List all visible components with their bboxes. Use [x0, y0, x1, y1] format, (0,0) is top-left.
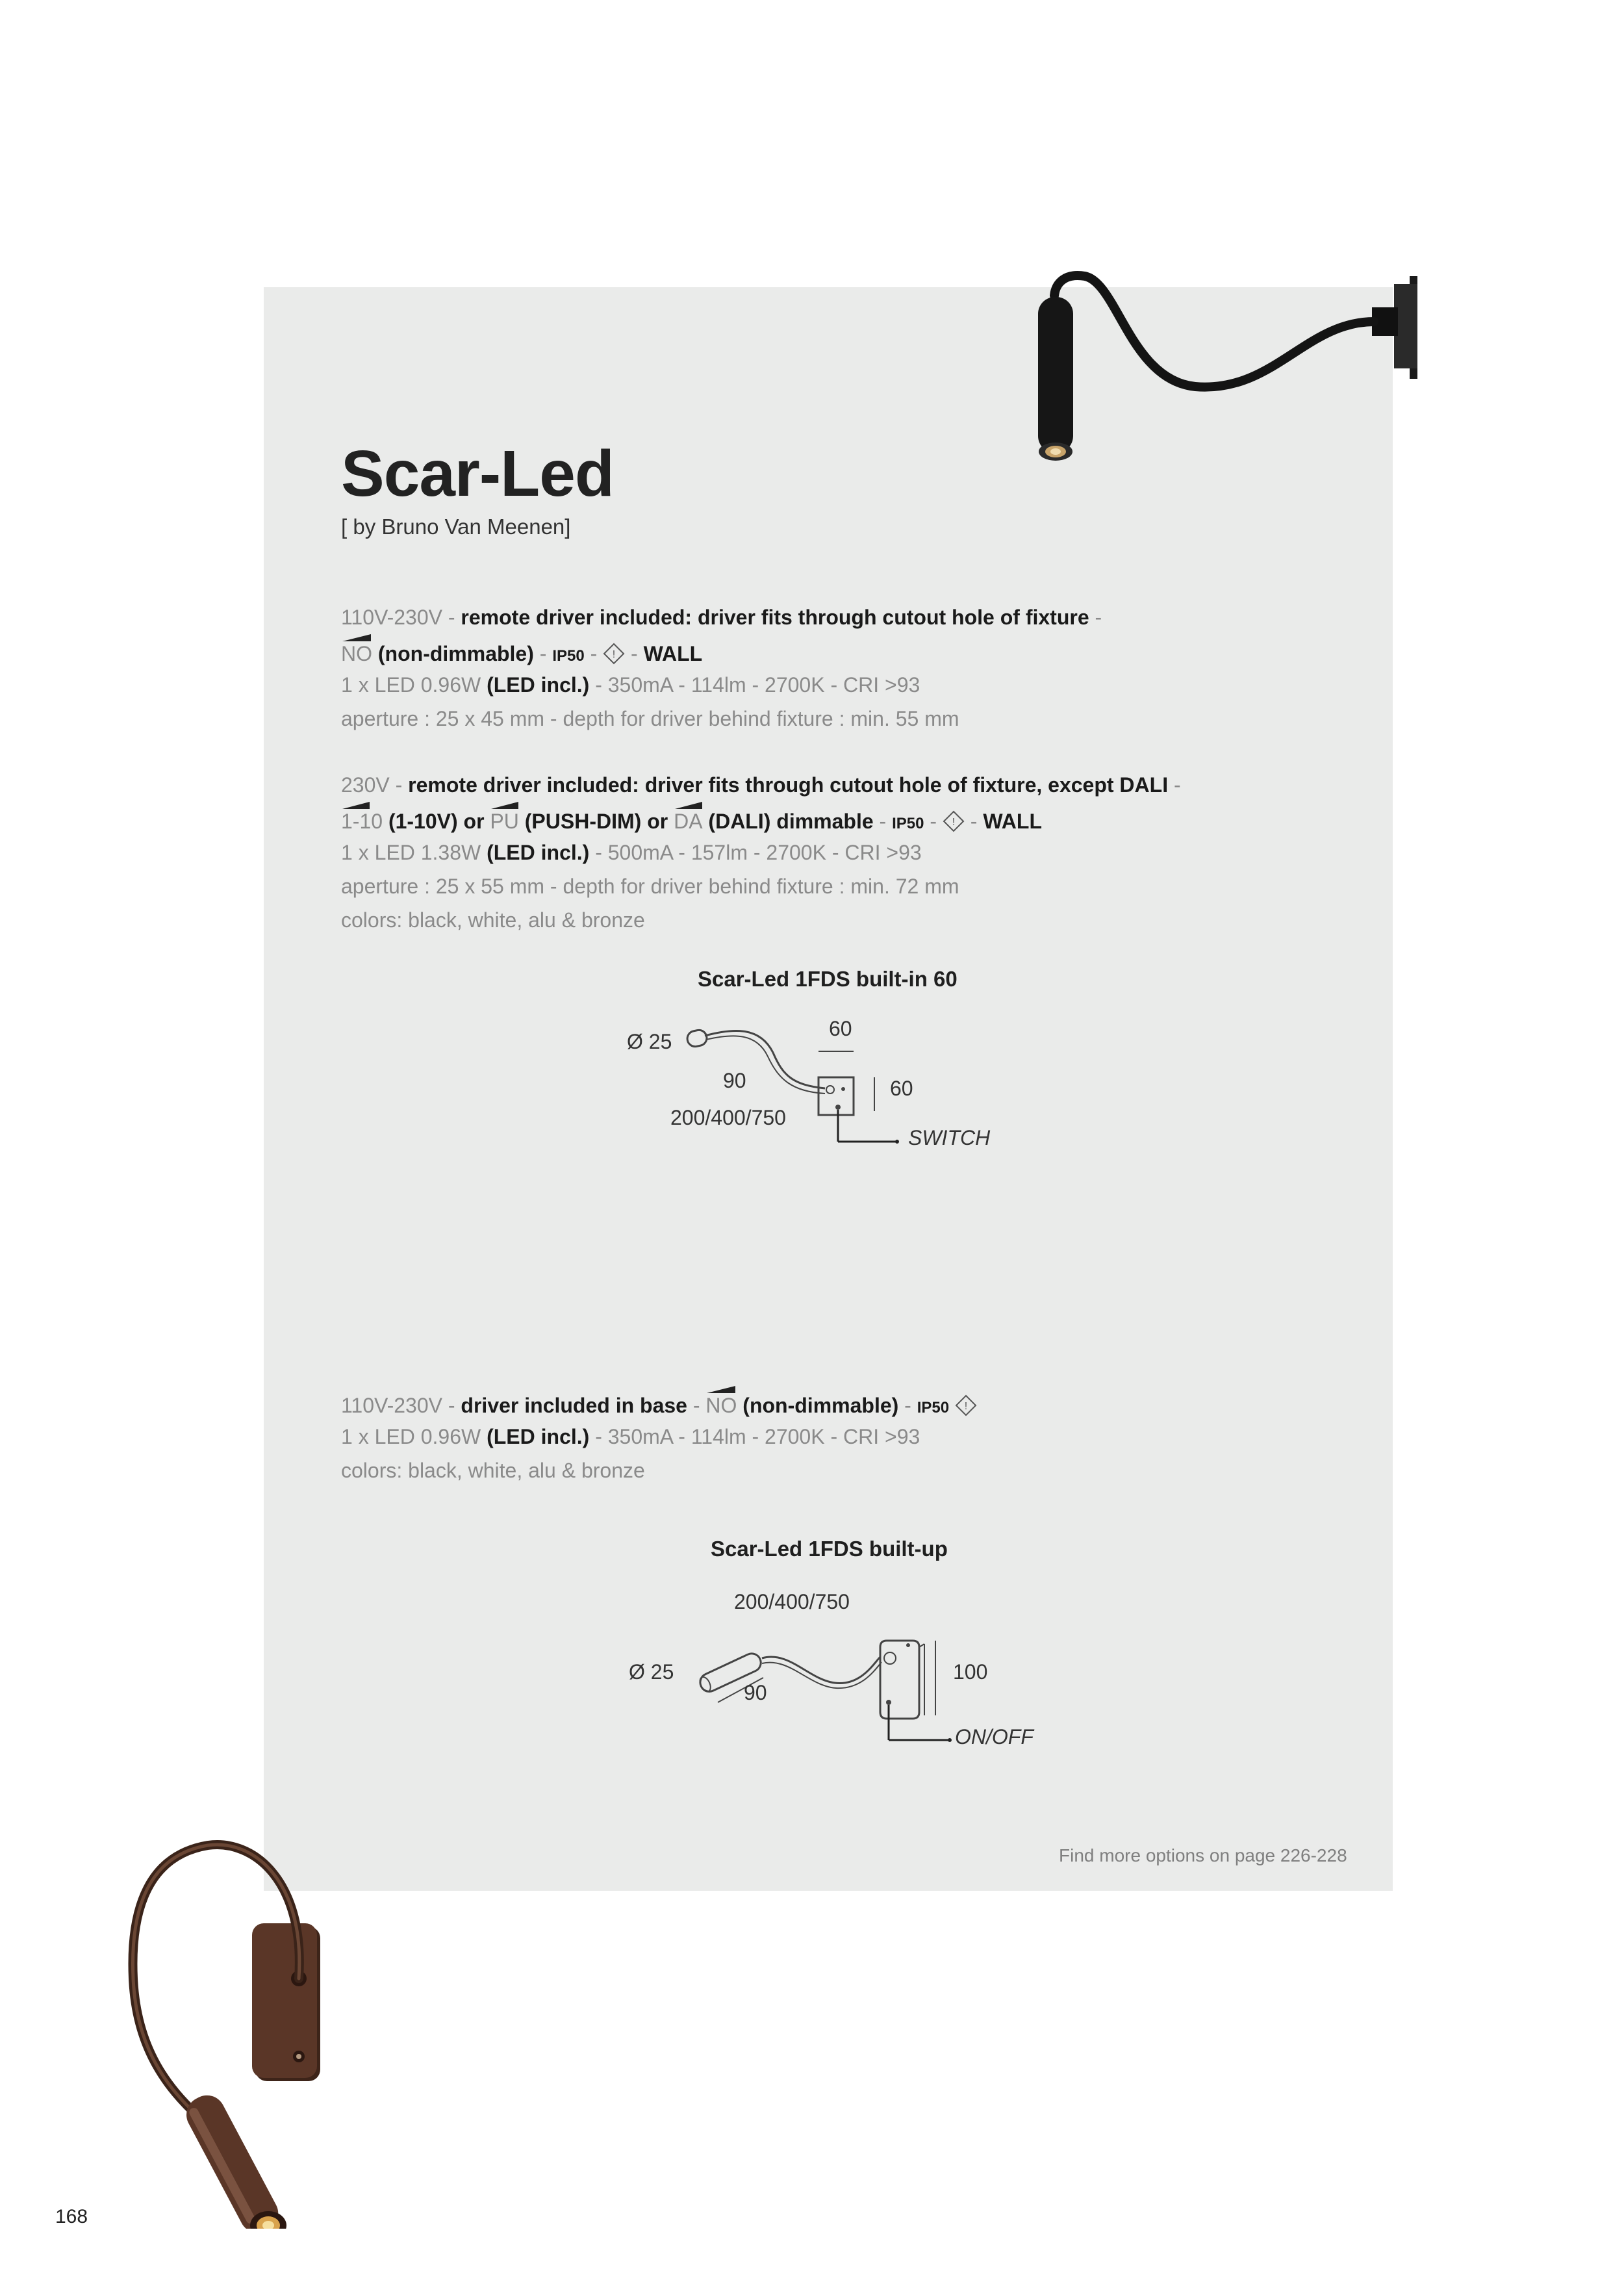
- dimming-code: [490, 807, 518, 834]
- separator: -: [924, 810, 943, 833]
- spec-line: [341, 639, 702, 666]
- spec-line: [341, 1425, 920, 1449]
- dimming-label: (1-10V) or: [383, 810, 490, 833]
- ip-rating: IP50: [917, 1399, 950, 1416]
- warning-diamond-icon: [955, 1394, 977, 1416]
- onoff-label: ON/OFF: [955, 1725, 1034, 1749]
- voltage: 110V-230V: [341, 1394, 442, 1417]
- svg-text:!: !: [964, 1401, 968, 1412]
- more-options-note: Find more options on page 226-228: [1059, 1845, 1347, 1865]
- aperture-spec: aperture : 25 x 55 mm - depth for driver behind fixture : min. 72 mm: [341, 875, 959, 898]
- product-title: Scar-Led: [341, 437, 614, 510]
- separator: -: [584, 642, 603, 665]
- led-spec: 1 x LED 0.96W: [341, 673, 487, 697]
- led-values: - 500mA - 157lm - 2700K - CRI >93: [589, 841, 922, 864]
- driver-note: remote driver included: driver fits through cutout hole of fixture: [461, 606, 1089, 629]
- spec-line: [341, 773, 1181, 797]
- dim-wedge-icon: [705, 1385, 737, 1394]
- voltage: 230V: [341, 773, 390, 797]
- dimming-code-text: PU: [490, 810, 519, 833]
- separator: -: [442, 606, 461, 629]
- separator: -: [873, 810, 893, 833]
- colors-spec: colors: black, white, alu & bronze: [341, 908, 645, 932]
- dimming-code: [674, 807, 702, 834]
- dim-wedge-icon: [674, 801, 704, 810]
- diagram-label: Scar-Led 1FDS built-up: [711, 1537, 948, 1561]
- svg-text:!: !: [952, 817, 956, 828]
- separator: -: [533, 642, 553, 665]
- led-spec: 1 x LED 1.38W: [341, 841, 487, 864]
- page-number: 168: [55, 2206, 88, 2227]
- aperture-spec: aperture : 25 x 45 mm - depth for driver behind fixture : min. 55 mm: [341, 707, 959, 730]
- dim-wedge-icon: [341, 801, 371, 810]
- flex-length-dim: 200/400/750: [734, 1590, 850, 1613]
- dimming-code: [705, 1391, 737, 1418]
- separator: -: [898, 1394, 917, 1417]
- built-up-diagram: [685, 1624, 958, 1767]
- dim-wedge-icon: [341, 633, 372, 642]
- led-values: - 350mA - 114lm - 2700K - CRI >93: [589, 673, 920, 697]
- flex-length-dim: 200/400/750: [670, 1106, 786, 1129]
- driver-note: remote driver included: driver fits through cutout hole of fixture, except DALI: [408, 773, 1169, 797]
- separator: -: [389, 773, 409, 797]
- separator: -: [687, 1394, 706, 1417]
- led-included: (LED incl.): [487, 673, 590, 697]
- warning-diamond-icon: [943, 810, 965, 832]
- length-dim: 90: [744, 1681, 767, 1704]
- separator: -: [964, 810, 983, 833]
- black-lamp-photo: [1000, 263, 1455, 478]
- ip-rating: IP50: [892, 815, 924, 832]
- separator: -: [1089, 606, 1102, 629]
- diameter-dim: Ø 25: [629, 1660, 674, 1684]
- height-dim: 100: [953, 1660, 988, 1684]
- mount-type: WALL: [983, 810, 1042, 833]
- svg-text:!: !: [612, 649, 616, 660]
- ip-rating: IP50: [552, 647, 585, 665]
- colors-spec: colors: black, white, alu & bronze: [341, 1459, 645, 1482]
- side-height-dim: 60: [890, 1077, 913, 1100]
- voltage: 110V-230V: [341, 606, 442, 629]
- diameter-dim: Ø 25: [627, 1030, 672, 1053]
- led-values: - 350mA - 114lm - 2700K - CRI >93: [589, 1425, 920, 1448]
- separator: -: [1168, 773, 1181, 797]
- led-included: (LED incl.): [487, 841, 590, 864]
- separator: -: [442, 1394, 461, 1417]
- dimming-code: [341, 807, 383, 834]
- mount-type: WALL: [643, 642, 703, 665]
- spec-line: [341, 841, 922, 865]
- spec-line: [341, 807, 1042, 834]
- dimming-label: (non-dimmable): [372, 642, 534, 665]
- switch-label: SWITCH: [908, 1126, 991, 1149]
- led-spec: 1 x LED 0.96W: [341, 1425, 487, 1448]
- top-width-dim: 60: [829, 1017, 852, 1040]
- dimming-code-text: NO: [341, 642, 372, 665]
- dimming-code-text: 1-10: [341, 810, 383, 833]
- spec-line: [341, 606, 1102, 630]
- dimming-label: (DALI) dimmable: [702, 810, 874, 833]
- separator: -: [625, 642, 644, 665]
- led-included: (LED incl.): [487, 1425, 590, 1448]
- dimming-code: [341, 639, 372, 666]
- bronze-lamp-photo: [110, 1816, 357, 2229]
- spec-line: [341, 1391, 977, 1418]
- warning-diamond-icon: [603, 643, 625, 665]
- spec-line: [341, 673, 920, 697]
- dimming-label: (PUSH-DIM) or: [518, 810, 674, 833]
- dimming-label: (non-dimmable): [737, 1394, 899, 1417]
- designer-credit: [ by Bruno Van Meenen]: [341, 515, 571, 539]
- length-dim: 90: [723, 1069, 746, 1092]
- driver-note: driver included in base: [461, 1394, 687, 1417]
- diagram-label: Scar-Led 1FDS built-in 60: [698, 967, 958, 991]
- dimming-code-text: NO: [705, 1394, 737, 1417]
- dimming-code-text: DA: [674, 810, 703, 833]
- dim-wedge-icon: [490, 801, 520, 810]
